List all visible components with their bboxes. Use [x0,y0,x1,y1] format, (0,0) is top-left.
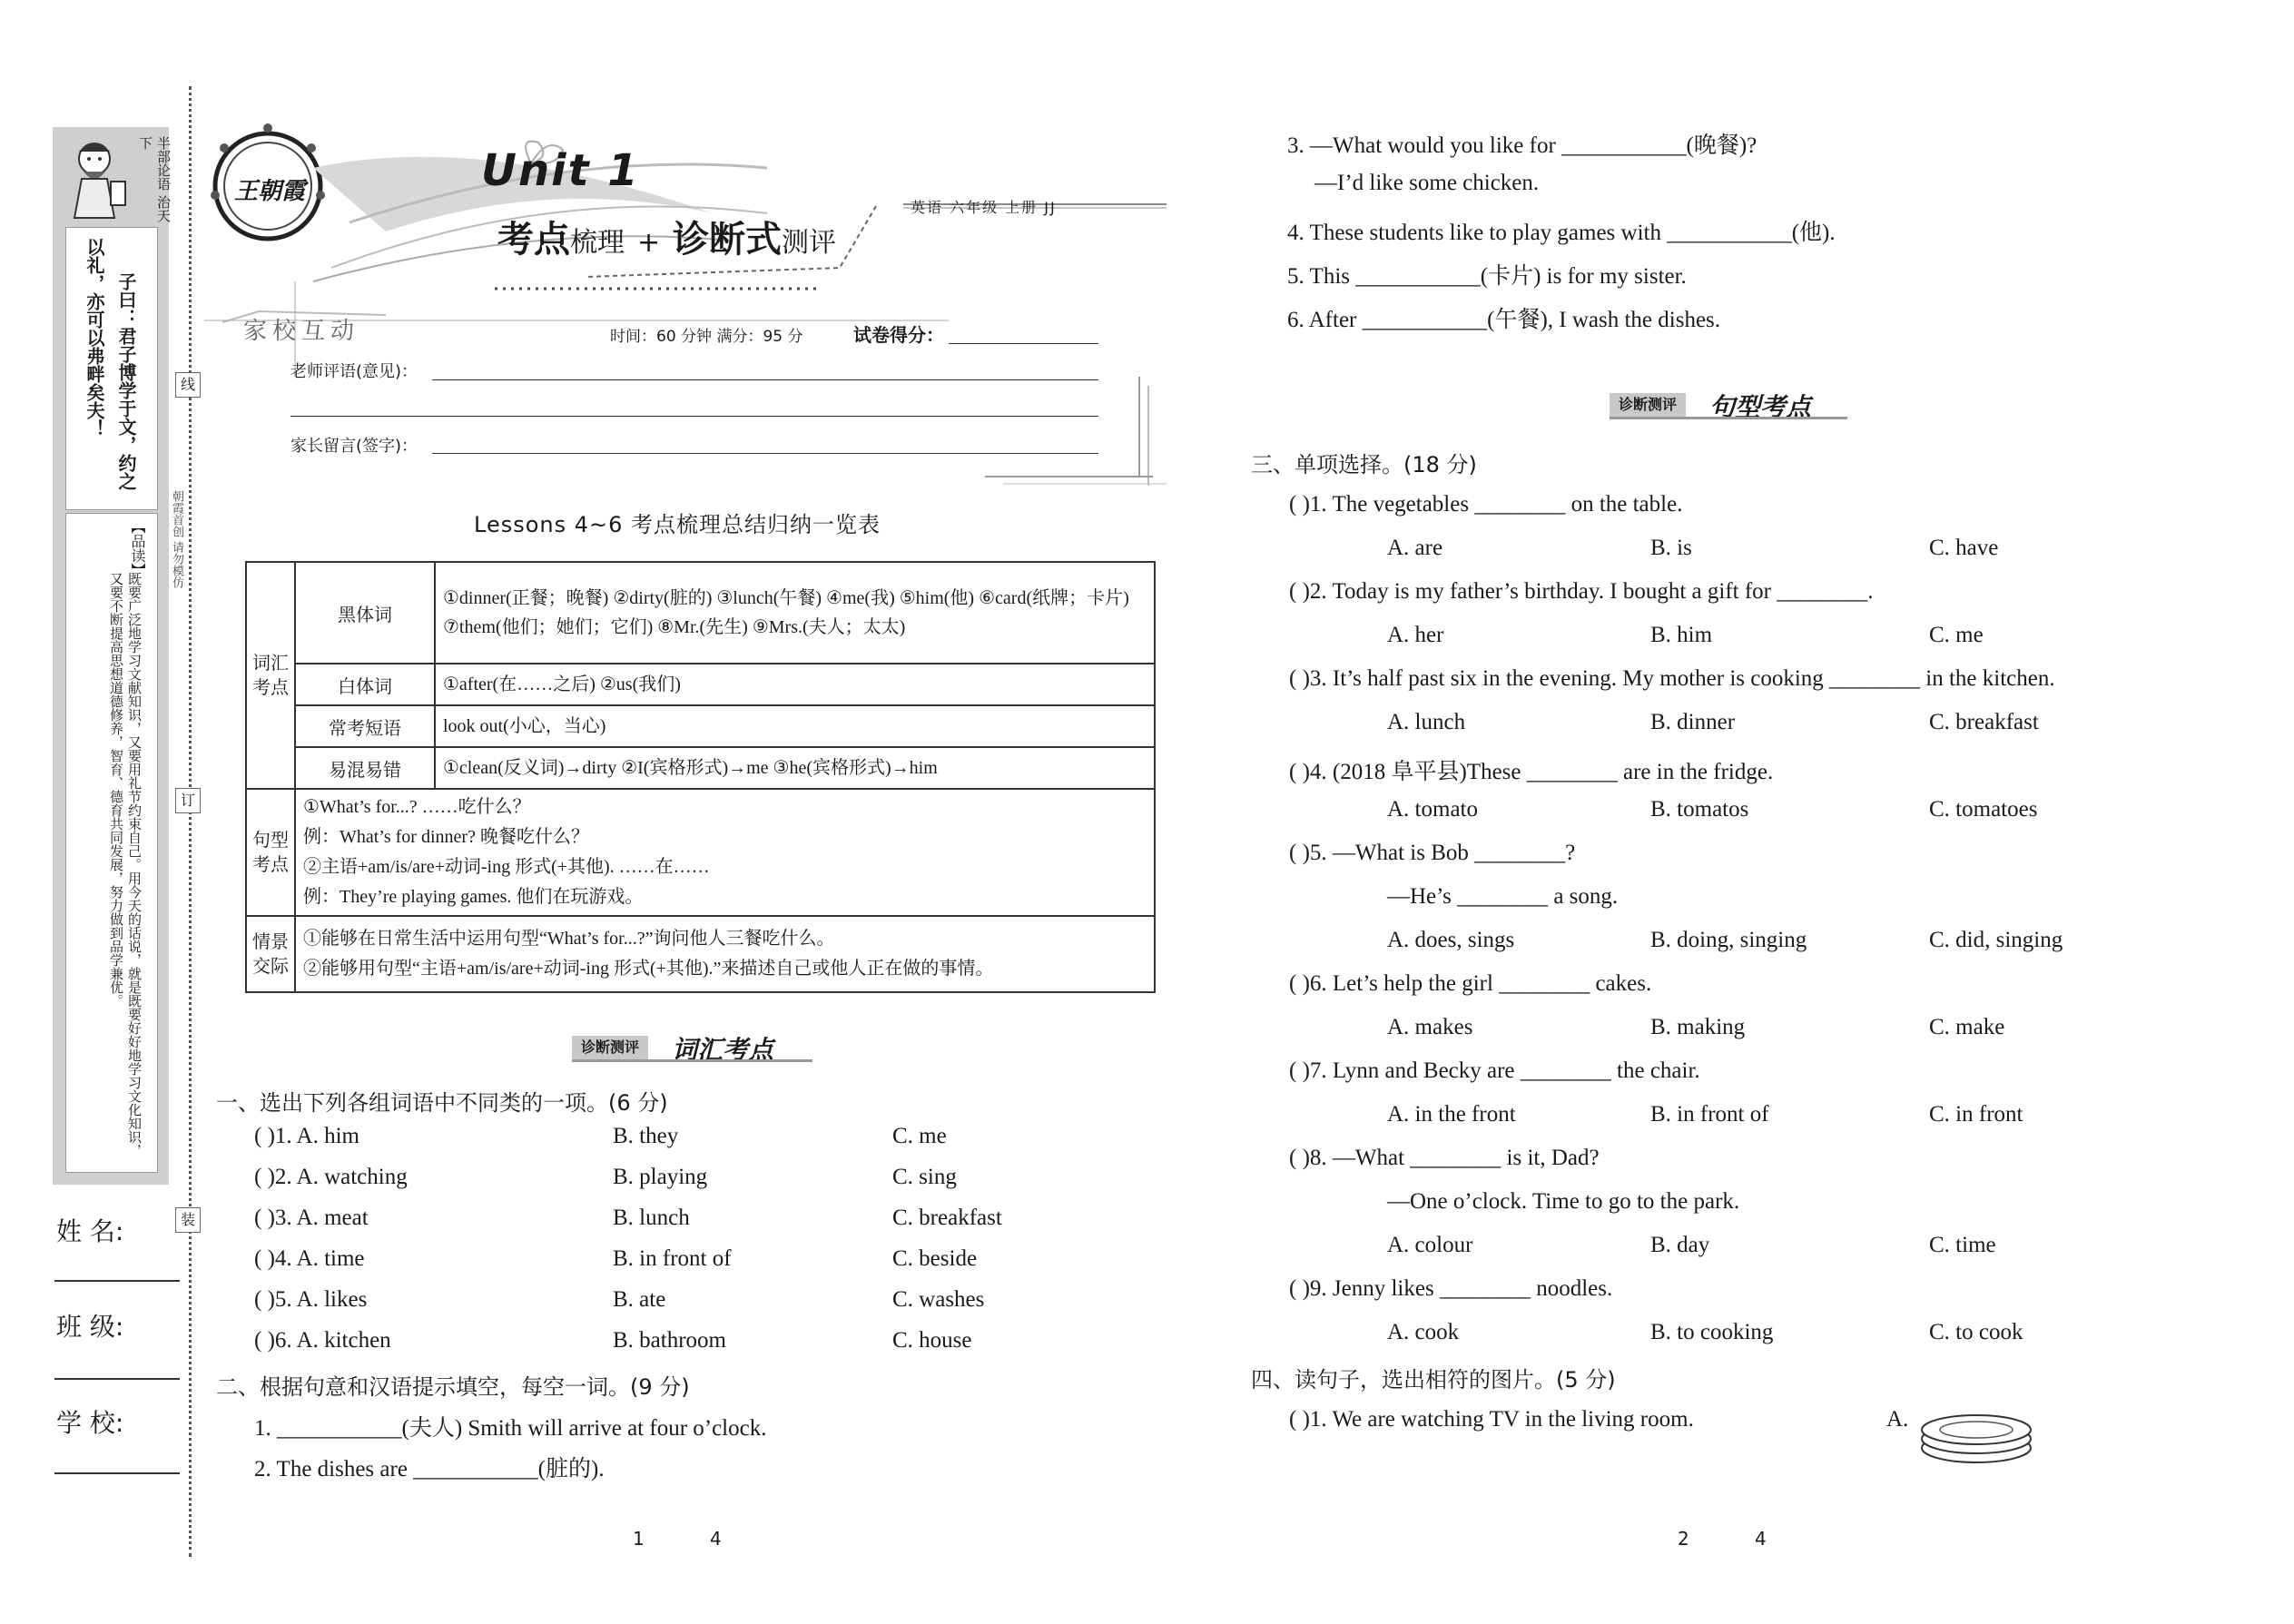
question-item: ( )1. We are watching TV in the living room. [1289,1407,1694,1432]
page-number: 2 [1678,1528,1689,1550]
question-item: ( )9. Jenny likes ________ noodles. [1289,1276,1613,1301]
sentence-line: 例：What’s for dinner? 晚餐吃什么？ [303,827,589,847]
book-info: 英语 六年级 上册 JJ [911,199,1057,216]
option-c: C. tomatoes [1929,797,2038,822]
row-label: 易混易错 [295,747,435,789]
motto-text: 半部论语 治天下 [137,136,172,222]
option-a: A. does, sings [1387,928,1515,952]
option-c: C. house [892,1328,972,1353]
option-a: A. cook [1387,1320,1460,1344]
option-c: C. washes [892,1287,985,1312]
question-item: ( )1. A. him [254,1124,359,1148]
option-b: B. making [1650,1015,1746,1039]
table-row [246,664,1155,705]
table-row [246,789,1155,916]
score-label: 试卷得分： [853,324,944,346]
quote-line-2: 以礼，亦可以弗畔矣夫！ [84,238,105,438]
option-a: A. tomato [1387,797,1478,822]
cut-mark-bind: 订 [175,788,201,813]
question-item: ( )4. A. time [254,1246,365,1271]
option-c: C. did, singing [1929,928,2063,952]
question-item: ( )1. The vegetables ________ on the table. [1289,492,1683,517]
table-row [246,562,1155,664]
question-item: ( )8. —What ________ is it, Dad? [1289,1146,1600,1170]
fill-item: 5. This ___________(卡片) is for my sister. [1287,264,1687,289]
option-b: B. lunch [613,1206,690,1230]
option-c: C. have [1929,536,1999,560]
option-a: A. makes [1387,1015,1473,1039]
brand-logo: 王朝霞 [233,178,305,205]
page-number: 4 [1755,1528,1767,1550]
option-b: B. is [1650,536,1692,560]
section-1-title: 一、选出下列各组词语中不同类的一项。(6 分) [216,1090,668,1116]
question-line-2: —He’s ________ a song. [1387,884,1619,909]
option-c: C. sing [892,1165,957,1189]
section-2-title: 二、根据句意和汉语提示填空，每空一词。(9 分) [216,1374,690,1400]
school-label: 学 校: [56,1408,124,1438]
option-b: B. day [1650,1233,1710,1257]
option-c: C. in front [1929,1102,2023,1127]
question-item: ( )7. Lynn and Becky are ________ the chair. [1289,1058,1700,1083]
banner-title: 句型考点 [1709,392,1812,422]
fill-item: —I’d like some chicken. [1314,171,1540,195]
class-field[interactable] [54,1378,180,1380]
vocab-banner [572,1030,812,1065]
option-c: C. me [1929,623,1984,647]
option-b: B. they [613,1124,679,1148]
sentence-line: 例：They’re playing games. 他们在玩游戏。 [303,887,644,907]
option-c: C. to cook [1929,1320,2023,1344]
banner-tag: 诊断测评 [572,1036,648,1059]
question-item: ( )2. Today is my father’s birthday. I bought a gift for ________. [1289,579,1874,604]
score-field[interactable] [949,343,1098,344]
question-item: ( )3. It’s half past six in the evening. My mother is cooking ________ in the kitchen. [1289,666,2055,691]
section-4-title: 四、读句子，选出相符的图片。(5 分) [1251,1367,1616,1393]
teacher-comment-field-2[interactable] [290,416,1098,417]
sentence-banner [1610,388,1847,422]
school-field[interactable] [54,1472,180,1474]
fill-item: 4. These students like to play games with ___________(他). [1287,221,1836,245]
sentence-content [295,789,1155,916]
row-label: 白体词 [295,664,435,705]
summary-title: Lessons 4~6 考点梳理总结归纳一览表 [474,512,881,537]
fill-item: 6. After ___________(午餐), I wash the dishes. [1287,308,1721,332]
row-content: ①dinner(正餐；晚餐) ②dirty(脏的) ③lunch(午餐) ④me(我) ⑤him(他) ⑥card(纸牌；卡片) ⑦them(他们；她们；它们) ⑧Mr.(先生) ⑨Mrs.(夫人；太太) [435,562,1155,664]
option-b: B. in front of [613,1246,732,1271]
name-label: 姓 名: [56,1216,124,1246]
cut-mark-line: 线 [175,372,201,398]
table-row [246,705,1155,747]
option-b: B. playing [613,1165,708,1189]
question-item: ( )5. —What is Bob ________? [1289,841,1576,865]
teacher-comment-field[interactable] [432,379,1098,380]
question-item: ( )6. A. kitchen [254,1328,391,1353]
sentence-line: ②主语+am/is/are+动词-ing 形式(+其他). ……在…… [303,857,710,877]
confucius-icon [56,132,134,222]
sentence-line: ①What’s for...? ……吃什么？ [303,797,531,817]
option-b: B. to cooking [1650,1320,1774,1344]
option-b: B. in front of [1650,1102,1769,1127]
option-a: A. colour [1387,1233,1473,1257]
row-content: look out(小心，当心) [435,705,1155,747]
time-info: 时间：60 分钟 满分：95 分 [610,328,803,346]
option-b: B. dinner [1650,710,1736,734]
scene-content [295,916,1155,992]
question-item: ( )4. (2018 阜平县)These ________ are in the fridge. [1289,760,1774,784]
option-b: B. doing, singing [1650,928,1807,952]
page-subtitle: 考点梳理 + 诊断式测评 [497,219,837,261]
name-field[interactable] [54,1280,180,1282]
banner-tag: 诊断测评 [1610,393,1686,417]
comment-text: 既要广泛地学习文献知识，又要用礼节约束自己。用今天的话说，就是既要好好地学习文化知识，又要不断提高思想道德修养，智育、德育共同发展，努力做到品学兼优。 [108,572,143,1157]
parent-message-label: 家长留言(签字)： [290,437,418,456]
class-label: 班 级: [56,1312,124,1342]
row-label: 常考短语 [295,705,435,747]
scene-category: 情景交际 [246,916,295,992]
teacher-comment-label: 老师评语(意见)： [290,362,418,381]
option-b: B. bathroom [613,1328,726,1353]
picture-option-a: A. [1886,1407,1909,1432]
question-item: ( )5. A. likes [254,1287,368,1312]
option-c: C. breakfast [892,1206,1002,1230]
fill-item: 2. The dishes are ___________(脏的). [254,1457,605,1481]
dishes-icon [1917,1412,2035,1468]
option-a: A. lunch [1387,710,1466,734]
unit-title: Unit 1 [481,145,640,196]
comment-label: 【品读】 [129,519,146,577]
quote-line-1: 子曰：君子博学于文，约之 [115,272,137,490]
option-a: A. in the front [1387,1102,1516,1127]
option-c: C. beside [892,1246,978,1271]
section-3-title: 三、单项选择。(18 分) [1251,452,1477,477]
table-row [246,916,1155,992]
fill-item: 3. —What would you like for ___________(晚餐)? [1287,133,1757,158]
option-b: B. tomatos [1650,797,1749,822]
question-line-2: —One o’clock. Time to go to the park. [1387,1189,1740,1214]
home-school-label: 家校互动 [243,318,360,345]
row-content: ①clean(反义词)→dirty ②I(宾格形式)→me ③he(宾格形式)→him [435,747,1155,789]
scene-line: ①能够在日常生活中运用句型“What’s for...?”询问他人三餐吃什么。 [303,929,835,949]
quote-box [65,227,158,510]
vocab-category: 词汇考点 [246,562,295,789]
option-c: C. time [1929,1233,1996,1257]
sentence-category: 句型考点 [246,789,295,916]
cut-line [189,86,192,1557]
row-label: 黑体词 [295,562,435,664]
table-row [246,747,1155,789]
question-item: ( )6. Let’s help the girl ________ cakes. [1289,971,1652,996]
page-number: 1 [633,1528,645,1550]
option-b: B. ate [613,1287,666,1312]
fill-item: 1. ___________(夫人) Smith will arrive at four o’clock. [254,1416,767,1441]
option-b: B. him [1650,623,1713,647]
copyright-note: 朝霞首创 请勿模仿 [170,490,183,589]
parent-message-field[interactable] [432,453,1098,454]
question-item: ( )2. A. watching [254,1165,408,1189]
cut-mark-staple: 装 [175,1207,201,1233]
option-a: A. her [1387,623,1444,647]
scene-line: ②能够用句型“主语+am/is/are+动词-ing 形式(+其他).”来描述自己或他人正在做的事情。 [303,959,994,979]
banner-title: 词汇考点 [672,1035,774,1065]
page-number: 4 [710,1528,722,1550]
option-a: A. are [1387,536,1443,560]
question-item: ( )3. A. meat [254,1206,369,1230]
option-c: C. breakfast [1929,710,2039,734]
option-c: C. me [892,1124,947,1148]
summary-table [245,561,1156,993]
row-content: ①after(在……之后) ②us(我们) [435,664,1155,705]
option-c: C. make [1929,1015,2005,1039]
